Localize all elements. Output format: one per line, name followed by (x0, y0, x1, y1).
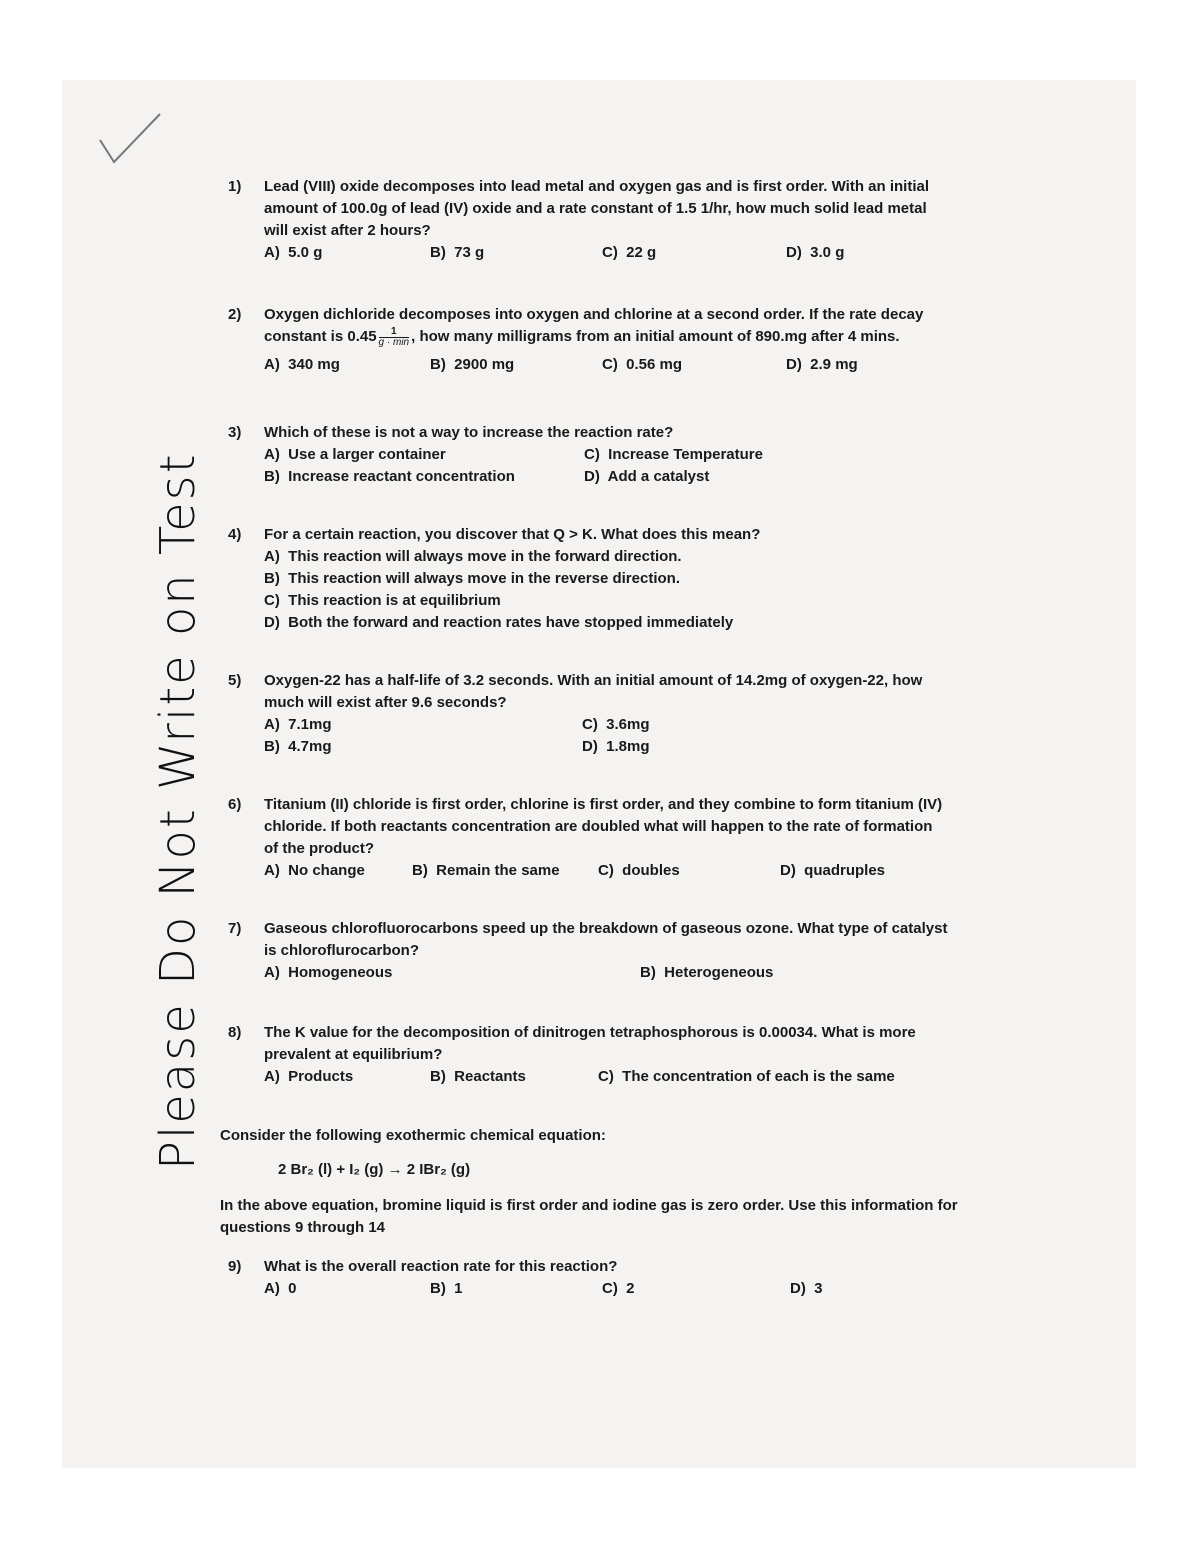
option-d: D) quadruples (780, 862, 886, 879)
option-c: C) Increase Temperature (584, 446, 763, 463)
option-c: C) 22 g (602, 244, 657, 261)
option-b: B) 1 (430, 1280, 463, 1297)
question-number: 7) (228, 920, 242, 937)
option-c: C) 2 (602, 1280, 635, 1297)
option-a: A) Products (264, 1068, 354, 1085)
option-d: D) 1.8mg (582, 738, 650, 755)
rate-constant-fraction: $\frac{1}{g \cdot \min}$ (378, 325, 410, 348)
option-c: C) doubles (598, 862, 680, 879)
question-text: Which of these is not a way to increase the reaction rate? (264, 424, 674, 441)
question-text: For a certain reaction, you discover that Q > K. What does this mean? (264, 526, 761, 543)
option-b: B) Reactants (430, 1068, 526, 1085)
question-text: Oxygen dichloride decomposes into oxygen and chlorine at a second order. If the rate decay constant is 0.45 $\frac{1}{g \cdot \min}$ , how many milligrams from an initial amount of 890.mg after 4 mins. (264, 306, 924, 348)
question-8 (228, 1022, 938, 1088)
option-b: B) 2900 mg (430, 356, 515, 373)
consider-block (220, 1125, 970, 1239)
option-a: A) No change (264, 862, 365, 879)
option-d: D) 2.9 mg (786, 356, 858, 373)
options-row (264, 1278, 938, 1300)
option-d: D) 3.0 g (786, 244, 845, 261)
options-row (264, 242, 938, 264)
option-a: A) 340 mg (264, 356, 340, 373)
option-d: D) 3 (790, 1280, 823, 1297)
option-c: C) 3.6mg (582, 716, 650, 733)
options-row (264, 466, 938, 488)
question-text: Lead (VIII) oxide decomposes into lead metal and oxygen gas and is first order. With an initial amount of 100.0g of lead (IV) oxide and a rate constant of 1.5 1/hr, how much solid lead metal will exist after 2 hours? (264, 178, 930, 239)
question-number: 6) (228, 796, 242, 813)
chemical-equation: 2 Br₂ (l) + I₂ (g) → 2 IBr₂ (g) (278, 1161, 471, 1178)
check-mark-icon (96, 110, 166, 170)
order-note: In the above equation, bromine liquid is first order and iodine gas is zero order. Use this information for questions 9 through 14 (220, 1197, 958, 1236)
options-row (264, 714, 938, 736)
option-b: B) Increase reactant concentration (264, 468, 515, 485)
option-a: A) This reaction will always move in the forward direction. (264, 548, 682, 565)
option-a: A) Use a larger container (264, 446, 446, 463)
options-row (264, 736, 938, 758)
option-b: B) Remain the same (412, 862, 560, 879)
question-text: The K value for the decomposition of dinitrogen tetraphosphorous is 0.00034. What is more prevalent at equilibrium? (264, 1024, 916, 1063)
options-row (264, 444, 938, 466)
option-b: B) 73 g (430, 244, 485, 261)
option-a: A) Homogeneous (264, 964, 393, 981)
option-b: B) This reaction will always move in the reverse direction. (264, 570, 680, 587)
option-d: D) Add a catalyst (584, 468, 710, 485)
option-c: C) The concentration of each is the same (598, 1068, 895, 1085)
question-text: Gaseous chlorofluorocarbons speed up the breakdown of gaseous ozone. What type of catalyst is chloroflurocarbon? (264, 920, 948, 959)
option-c: C) 0.56 mg (602, 356, 683, 373)
question-text: What is the overall reaction rate for this reaction? (264, 1258, 618, 1275)
question-number: 2) (228, 306, 242, 323)
question-text: Titanium (II) chloride is first order, chlorine is first order, and they combine to form titanium (IV) chloride. If both reactants concentration are doubled what will happen to the rate of formation of the product? (264, 796, 943, 857)
options-row (264, 860, 948, 882)
option-b: B) 4.7mg (264, 738, 332, 755)
option-a: A) 5.0 g (264, 244, 323, 261)
option-a: A) 7.1mg (264, 716, 332, 733)
question-text: Oxygen-22 has a half-life of 3.2 seconds. With an initial amount of 14.2mg of oxygen-22, how much will exist after 9.6 seconds? (264, 672, 923, 711)
question-9 (228, 1256, 938, 1300)
options-row (264, 354, 938, 376)
question-number: 3) (228, 424, 242, 441)
question-4 (228, 524, 938, 634)
question-2 (228, 304, 938, 376)
question-number: 1) (228, 178, 242, 195)
option-c: C) This reaction is at equilibrium (264, 592, 501, 609)
question-6 (228, 794, 948, 882)
options-row (264, 962, 948, 984)
option-d: D) Both the forward and reaction rates have stopped immediately (264, 614, 734, 631)
question-number: 5) (228, 672, 242, 689)
options-row (264, 1066, 938, 1088)
question-number: 4) (228, 526, 242, 543)
consider-intro: Consider the following exothermic chemical equation: (220, 1127, 606, 1144)
question-5 (228, 670, 938, 758)
question-number: 9) (228, 1258, 242, 1275)
question-1 (228, 176, 938, 264)
handwritten-note: Please Do Not Write on Test (150, 452, 206, 1170)
option-a: A) 0 (264, 1280, 297, 1297)
question-7 (228, 918, 948, 984)
option-b: B) Heterogeneous (640, 964, 774, 981)
question-number: 8) (228, 1024, 242, 1041)
question-3 (228, 422, 938, 488)
